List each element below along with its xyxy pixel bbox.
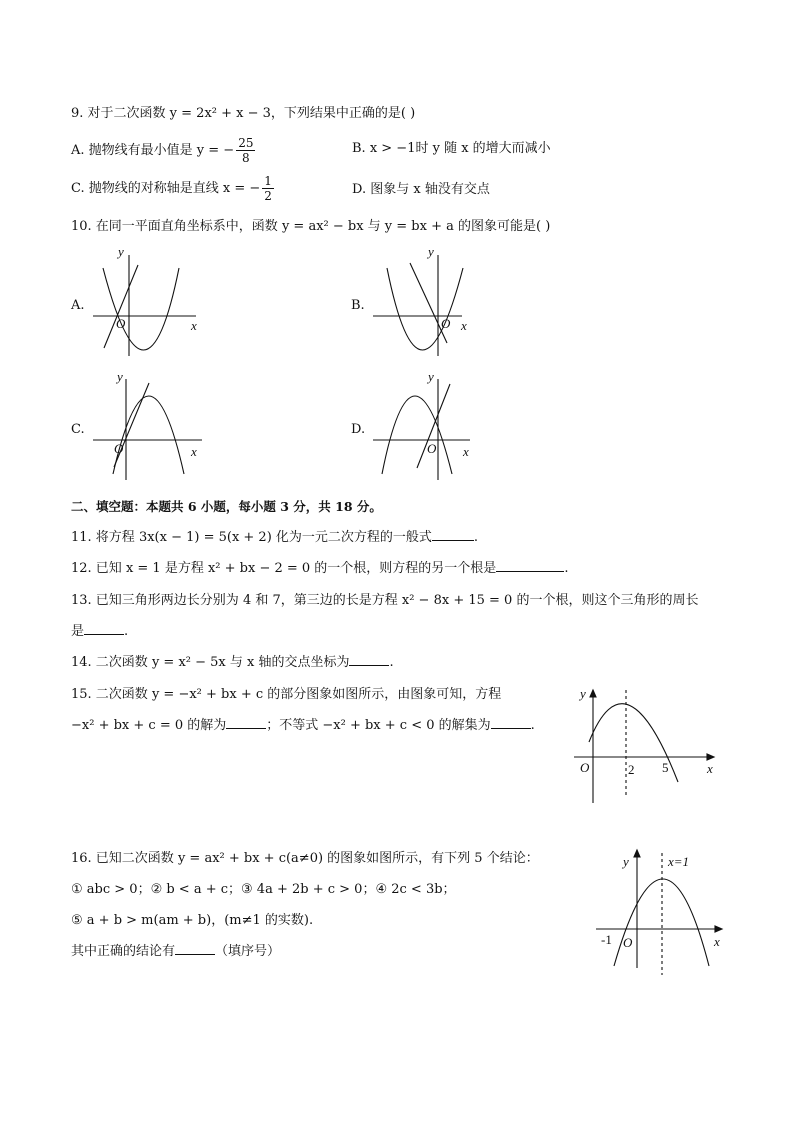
q9-option-a: A. 抛物线有最小值是 y = − $\frac{25}{8}$ (71, 136, 254, 165)
q15-origin: O (580, 760, 590, 775)
graph-b-y-label: y (428, 244, 434, 259)
q16-tick-neg1: -1 (601, 932, 612, 947)
q9-stem: 9. 对于二次函数 y = 2x² + x − 3，下列结果中正确的是( ) (71, 106, 416, 121)
graph-a-parabola (103, 268, 179, 350)
q9-option-b: B. x > −1时 y 随 x 的增大而减小 (352, 141, 551, 156)
q13-answer-blank[interactable] (84, 622, 124, 635)
q16-x-label: x (714, 934, 720, 949)
q15-line1: 15. 二次函数 y = −x² + bx + c 的部分图象如图所示，由图象可知，方程 (71, 687, 502, 702)
graph-d-line (417, 384, 450, 468)
q16-y-arrow (634, 850, 640, 857)
q10-stem: 10. 在同一平面直角坐标系中，函数 y = ax² − bx 与 y = bx + a 的图象可能是( ) (71, 219, 551, 234)
q15-answer-blank-1[interactable] (226, 716, 266, 729)
q10-graph-c (93, 379, 202, 480)
q12-answer-blank[interactable] (496, 559, 564, 572)
q10-option-d-label: D. (351, 422, 366, 437)
graph-a-line (104, 265, 138, 348)
q15-parabola (589, 704, 678, 782)
q12: 12. 已知 x = 1 是方程 x² + bx − 2 = 0 的一个根，则方程的另一个根是 . (71, 561, 569, 576)
q16-conclusions-2: ⑤ a + b > m(am + b)，(m≠1 的实数). (71, 913, 314, 928)
section-2-heading: 二、填空题：本题共 6 小题，每小题 3 分，共 18 分。 (71, 499, 382, 514)
q10-graph-a (93, 255, 196, 356)
graph-c-parabola (113, 396, 184, 474)
graph-c-y-label: y (117, 369, 123, 384)
q15-y-arrow (590, 690, 596, 697)
q15-line2: −x² + bx + c = 0 的解为 ；不等式 −x² + bx + c < 0 的解集为 . (71, 718, 535, 733)
q16-answer-blank[interactable] (175, 942, 215, 955)
q16-axis-label: x=1 (668, 854, 690, 869)
q13-line2: 是 . (71, 624, 129, 639)
q13-line1: 13. 已知三角形两边长分别为 4 和 7，第三边的长是方程 x² − 8x + 15 = 0 的一个根，则这个三角形的周长 (71, 593, 699, 608)
q16-conclusions-1: ① abc > 0；② b < a + c；③ 4a + 2b + c > 0；④ 2c < 3b； (71, 882, 456, 897)
q10-option-b-label: B. (351, 298, 365, 313)
graph-d-origin: O (427, 441, 437, 456)
q15-tick-5: 5 (662, 760, 669, 775)
graph-b-x-label: x (461, 318, 467, 333)
graph-c-origin: O (114, 441, 124, 456)
q15-y-label: y (580, 686, 586, 701)
q16-y-label: y (623, 854, 629, 869)
graph-a-origin: O (116, 316, 126, 331)
q10-option-c-label: C. (71, 422, 85, 437)
q15-x-label: x (707, 761, 713, 776)
q10-graph-d (373, 379, 470, 480)
q15-answer-blank-2[interactable] (491, 716, 531, 729)
q16-x-arrow (715, 926, 722, 932)
graph-b-parabola (387, 268, 463, 350)
graph-d-parabola (382, 396, 452, 474)
q14-answer-blank[interactable] (349, 653, 389, 666)
q16-stem: 16. 已知二次函数 y = ax² + bx + c(a≠0) 的图象如图所示，有下列 5 个结论： (71, 851, 539, 866)
q11: 11. 将方程 3x(x − 1) = 5(x + 2) 化为一元二次方程的一般式 . (71, 530, 479, 545)
q11-answer-blank[interactable] (432, 528, 474, 541)
q10-option-a-label: A. (71, 298, 85, 313)
graph-d-y-label: y (428, 369, 434, 384)
graph-d-x-label: x (463, 444, 469, 459)
graph-a-x-label: x (191, 318, 197, 333)
q9-option-c: C. 抛物线的对称轴是直线 x = − $\frac{1}{2}$ (71, 174, 272, 203)
graph-b-origin: O (441, 316, 451, 331)
q14: 14. 二次函数 y = x² − 5x 与 x 轴的交点坐标为 . (71, 655, 394, 670)
graph-c-x-label: x (191, 444, 197, 459)
q16-prompt: 其中正确的结论有 （填序号） (71, 944, 281, 959)
q15-x-arrow (707, 754, 714, 760)
graph-a-y-label: y (118, 244, 124, 259)
q9-option-d: D. 图象与 x 轴没有交点 (352, 182, 490, 197)
graph-c-line (114, 383, 149, 467)
q16-origin: O (623, 935, 633, 950)
graph-b-line (410, 263, 447, 343)
q16-parabola (614, 879, 709, 966)
q15-tick-2: 2 (628, 762, 635, 777)
q10-graph-b (373, 255, 463, 356)
